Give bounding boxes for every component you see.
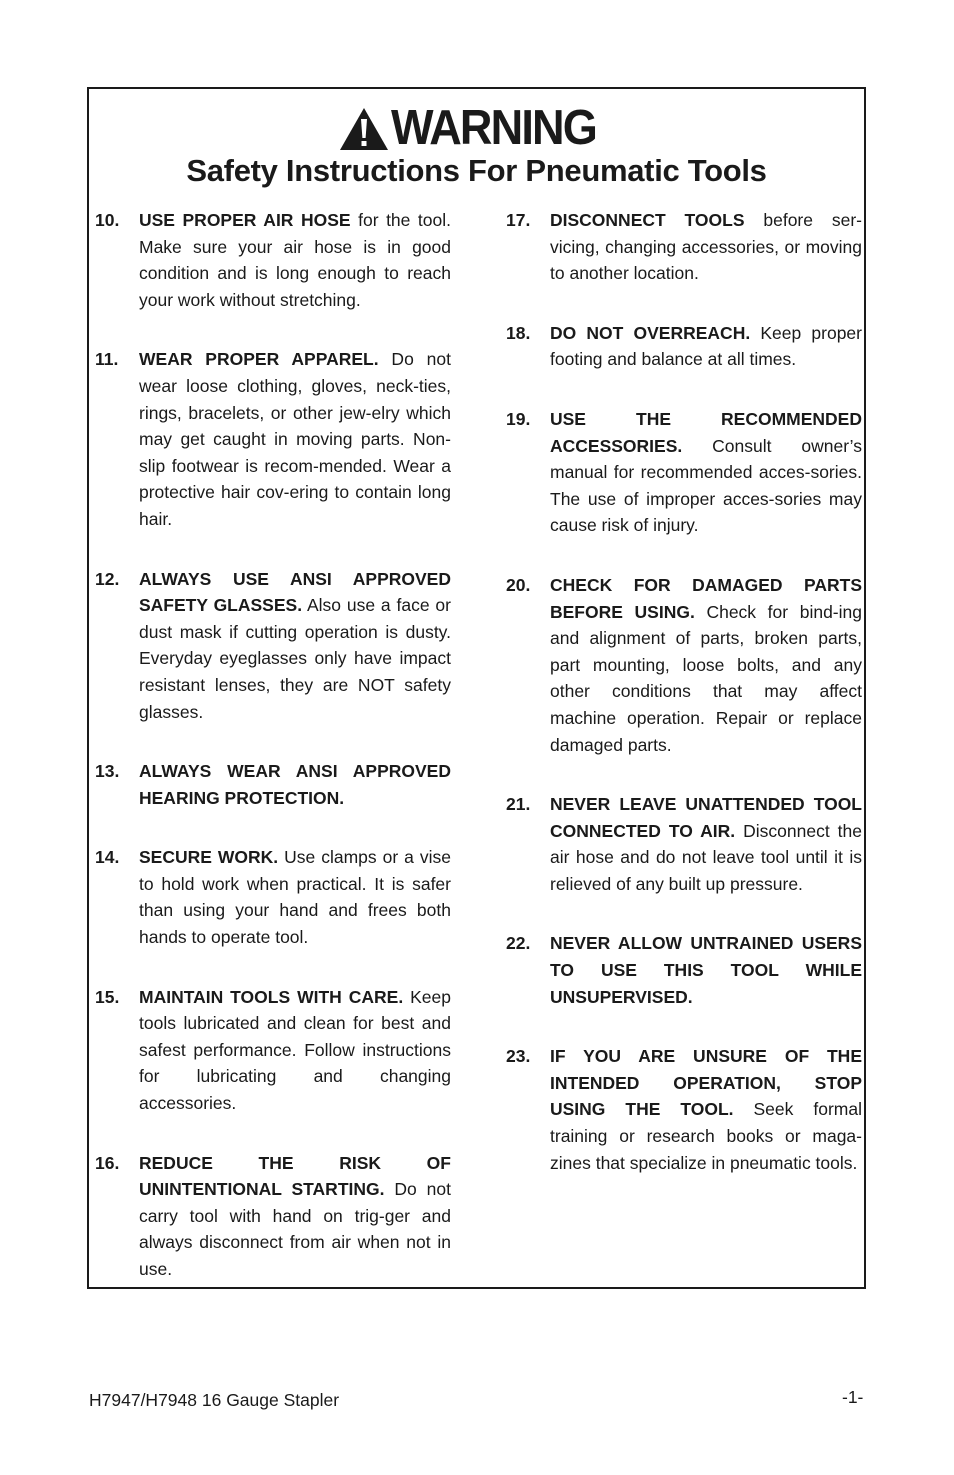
- right-column: [506, 207, 862, 1209]
- item-lead: ALWAYS USE ANSI APPROVED SAFETY GLASSES.: [139, 568, 451, 616]
- item-body: Do not carry tool with hand on trig-ger and always disconnect from air when not in use.: [139, 1179, 451, 1279]
- item-body: Also use a face or dust mask if cutting operation is dusty. Everyday eyeglasses only have impact resistant lenses, they are NOT safety glasses.: [139, 595, 451, 722]
- item-text: [550, 406, 862, 539]
- item-lead: USE PROPER AIR HOSE: [139, 210, 351, 230]
- page-number: -1-: [842, 1387, 864, 1407]
- list-item: [506, 930, 862, 1010]
- item-lead: USE THE RECOMMENDED ACCESSORIES.: [550, 408, 862, 456]
- item-text: [139, 346, 451, 532]
- item-body: Disconnect the air hose and do not leave tool until it is relieved of any built up pressure.: [550, 820, 862, 894]
- list-item: [506, 406, 862, 539]
- item-lead: CHECK FOR DAMAGED PARTS BEFORE USING.: [550, 574, 862, 622]
- warning-word: WARNING: [391, 101, 597, 155]
- item-text: [139, 207, 451, 313]
- item-body: Seek formal training or research books or maga-zines that specialize in pneumatic tools.: [550, 1099, 862, 1173]
- item-lead: NEVER ALLOW UNTRAINED USERS TO USE THIS TOOL WHILE UNSUPERVISED.: [550, 933, 862, 1007]
- item-text: [139, 566, 451, 726]
- list-item: [506, 1043, 862, 1176]
- item-lead: DISCONNECT TOOLS: [550, 210, 745, 230]
- list-item: [95, 844, 451, 950]
- list-item: [506, 572, 862, 758]
- item-text: [139, 844, 451, 950]
- item-body: Keep tools lubricated and clean for best and safest performance. Follow instructions for lubricating and changing accessories.: [139, 986, 451, 1114]
- item-text: [550, 207, 862, 287]
- warning-box: [87, 87, 866, 1289]
- warning-header: [89, 103, 864, 153]
- item-text: [550, 572, 862, 758]
- item-number: 13.: [95, 761, 120, 782]
- list-item: [95, 758, 451, 811]
- list-item: [95, 566, 451, 726]
- item-lead: SECURE WORK.: [139, 847, 279, 868]
- item-lead: REDUCE THE RISK OF UNINTENTIONAL STARTING.: [139, 1152, 451, 1200]
- item-body: Keep proper footing and balance at all times.: [550, 322, 862, 370]
- item-text: [550, 930, 862, 1010]
- item-number: 20.: [506, 574, 531, 595]
- list-item: [95, 984, 451, 1117]
- list-item: [95, 1150, 451, 1283]
- item-body: before ser-vicing, changing accessories, or moving to another location.: [550, 210, 862, 284]
- item-number: 12.: [95, 568, 120, 589]
- item-text: [550, 320, 862, 373]
- item-number: 11.: [95, 349, 119, 370]
- list-item: [506, 791, 862, 897]
- list-item: [95, 207, 451, 313]
- item-number: 18.: [506, 322, 531, 343]
- item-lead: NEVER LEAVE UNATTENDED TOOL CONNECTED TO AIR.: [550, 794, 862, 841]
- warning-triangle-icon: [339, 107, 389, 151]
- item-number: 21.: [506, 794, 531, 815]
- item-lead: IF YOU ARE UNSURE OF THE INTENDED OPERATION, STOP USING THE TOOL.: [550, 1046, 862, 1120]
- item-lead: DO NOT OVERREACH.: [550, 322, 751, 343]
- list-item: [506, 320, 862, 373]
- list-item: [95, 346, 451, 532]
- item-text: [550, 1043, 862, 1176]
- item-number: 10.: [95, 210, 120, 230]
- item-lead: WEAR PROPER APPAREL.: [139, 349, 379, 370]
- item-body: for the tool. Make sure your air hose is in good condition and is long enough to reach your work without stretching.: [139, 210, 451, 310]
- item-body: Check for bind-ing and alignment of parts, broken parts, part mounting, loose bolts, and any other conditions that may affect machine operation. Repair or replace damaged parts.: [550, 601, 862, 755]
- item-number: 15.: [95, 986, 120, 1007]
- left-column: [95, 207, 451, 1316]
- page-title: Safety Instructions For Pneumatic Tools: [186, 153, 767, 188]
- item-text: [139, 984, 451, 1117]
- item-number: 17.: [506, 210, 531, 230]
- item-lead: MAINTAIN TOOLS WITH CARE.: [139, 986, 404, 1007]
- list-item: [506, 207, 862, 287]
- item-text: [139, 1150, 451, 1283]
- item-number: 16.: [95, 1152, 120, 1173]
- item-text: [550, 791, 862, 897]
- item-number: 22.: [506, 933, 531, 954]
- item-body: Use clamps or a vise to hold work when practical. It is safer than using your hand and frees both hands to operate tool.: [139, 847, 451, 948]
- item-lead: ALWAYS WEAR ANSI APPROVED HEARING PROTECTION.: [139, 761, 451, 808]
- item-number: 14.: [95, 847, 120, 868]
- item-text: [139, 758, 451, 811]
- item-number: 23.: [506, 1046, 531, 1067]
- item-number: 19.: [506, 408, 531, 429]
- item-body: Do not wear loose clothing, gloves, neck-ties, rings, bracelets, or other jew-elry which may get caught in moving parts. Non-slip footwear is recom-mended. Wear a protective hair cov-ering to contain long hair.: [139, 349, 451, 529]
- item-body: Consult owner’s manual for recommended acces-sories. The use of improper acces-sories may cause risk of injury.: [550, 435, 862, 536]
- footer-model: H7947/H7948 16 Gauge Stapler: [89, 1390, 340, 1410]
